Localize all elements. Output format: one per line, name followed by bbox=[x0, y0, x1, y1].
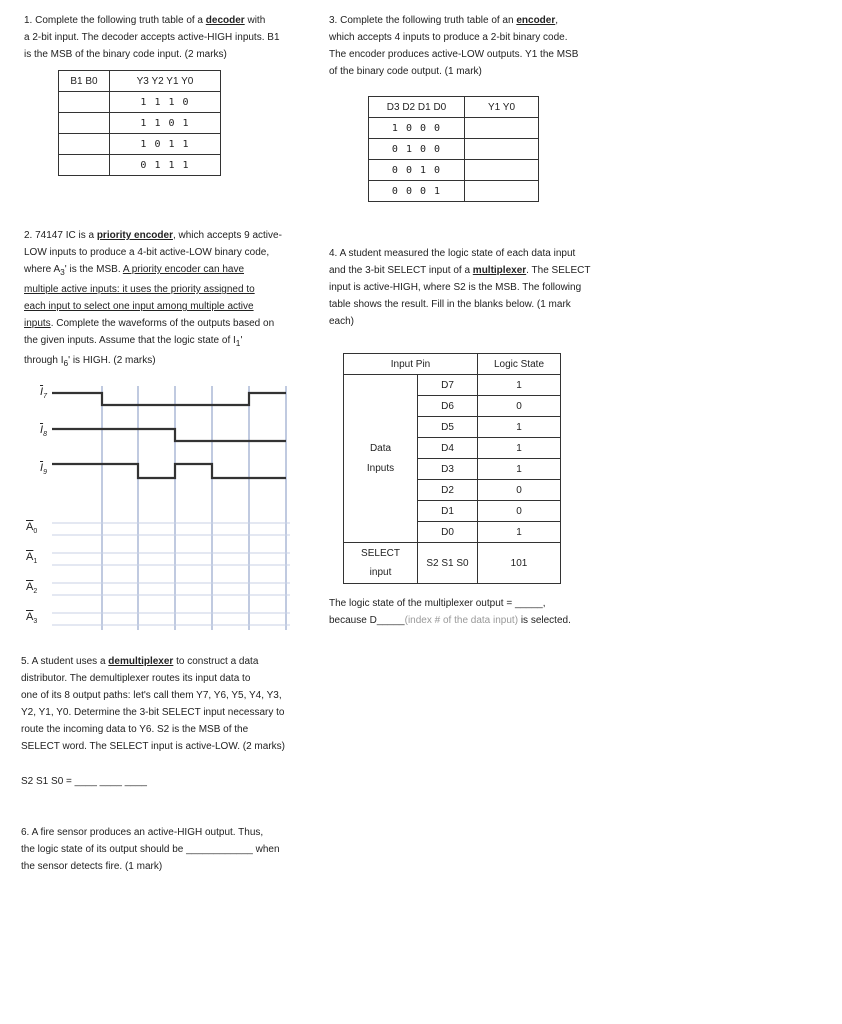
label-a0-sub: 0 bbox=[33, 528, 38, 536]
q6-answer-line[interactable]: the logic state of its output should be ____________ when bbox=[21, 844, 280, 855]
label-i7-name: $\overline{I}$ bbox=[40, 386, 44, 398]
q2-l5u: each input to select one input among multiple active bbox=[24, 301, 254, 312]
q4-group1a: Data bbox=[369, 442, 392, 454]
multiplexer-table bbox=[343, 353, 561, 584]
label-a3-name: $\overline{A}$ bbox=[26, 611, 34, 623]
waveform-diagram bbox=[18, 380, 298, 632]
q4-answer-line1[interactable]: The logic state of the multiplexer output = _____, bbox=[329, 598, 546, 609]
q3-line1b: , bbox=[555, 15, 559, 26]
label-i8-name: $\overline{I}$ bbox=[40, 424, 44, 436]
q1-output-cell: 0 1 1 1 bbox=[110, 155, 221, 176]
q2-l3b: ' is the MSB. bbox=[64, 264, 123, 275]
q4-header-state: Logic State bbox=[478, 354, 561, 375]
q4-state: 1 bbox=[478, 459, 561, 480]
q4-state: 1 bbox=[478, 417, 561, 438]
q6-l1: 6. A fire sensor produces an active-HIGH output. Thus, bbox=[21, 827, 264, 838]
q3-answer-cell[interactable] bbox=[465, 160, 539, 181]
q4-header-pin: Input Pin bbox=[344, 354, 478, 375]
q3-answer-cell[interactable] bbox=[465, 181, 539, 202]
q4-pin: D4 bbox=[418, 438, 478, 459]
q2-l6u: inputs bbox=[24, 318, 51, 329]
q4-l1: 4. A student measured the logic state of each data input bbox=[329, 248, 576, 259]
q1-line1: 1. Complete the following truth table of a bbox=[24, 15, 206, 26]
label-a0 bbox=[26, 521, 37, 535]
q2-l3u: A priority encoder can have bbox=[122, 264, 245, 275]
q4-pin: D5 bbox=[418, 417, 478, 438]
label-i9-name: $\overline{I}$ bbox=[40, 462, 44, 474]
label-a1-name: $\overline{A}$ bbox=[26, 551, 34, 563]
q4-select-group bbox=[344, 543, 418, 584]
q1-line1b: with bbox=[244, 15, 266, 26]
waveform-i7 bbox=[52, 393, 286, 405]
q6-l3: the sensor detects fire. (1 mark) bbox=[21, 861, 163, 872]
question-5-text bbox=[21, 653, 287, 755]
label-i9-sub: 9 bbox=[43, 469, 47, 477]
q5-l1a: 5. A student uses a bbox=[21, 656, 109, 667]
q3-input-cell: 0 0 0 1 bbox=[369, 181, 465, 202]
q2-l8sub: 6 bbox=[63, 358, 69, 368]
q1-header-input: B1 B0 bbox=[59, 71, 110, 92]
q4-state: 1 bbox=[478, 438, 561, 459]
q1-answer-cell[interactable] bbox=[59, 155, 110, 176]
q4-group1b: Inputs bbox=[366, 462, 395, 474]
q4-ans2gray: (index # of the data input) bbox=[404, 615, 519, 626]
q4-group2b: input bbox=[369, 567, 392, 578]
label-i9 bbox=[40, 462, 47, 476]
q4-l5: each) bbox=[329, 316, 355, 327]
q4-index-blank[interactable]: _____ bbox=[376, 615, 405, 626]
q2-l4u: multiple active inputs: it uses the priority assigned to bbox=[24, 284, 255, 295]
label-a3-sub: 3 bbox=[33, 618, 38, 626]
q3-line4: of the binary code output. (1 mark) bbox=[329, 66, 482, 77]
question-6-text bbox=[21, 824, 287, 875]
label-a1-sub: 1 bbox=[33, 558, 38, 566]
q1-header-output: Y3 Y2 Y1 Y0 bbox=[110, 71, 221, 92]
q1-answer-cell[interactable] bbox=[59, 134, 110, 155]
q5-answer[interactable]: S2 S1 S0 = ____ ____ ____ bbox=[21, 776, 147, 787]
q4-ans2b: is selected. bbox=[518, 615, 571, 626]
q4-pin: D1 bbox=[418, 501, 478, 522]
q3-answer-cell[interactable] bbox=[465, 139, 539, 160]
q2-l6b: . Complete the waveforms of the outputs based on bbox=[50, 318, 275, 329]
q1-output-cell: 1 1 0 1 bbox=[110, 113, 221, 134]
q1-line3: is the MSB of the binary code input. (2 marks) bbox=[24, 49, 227, 60]
q5-l3: one of its 8 output paths: let's call them Y7, Y6, Y5, Y4, Y3, bbox=[21, 690, 282, 701]
q5-l5: route the incoming data to Y6. S2 is the MSB of the bbox=[21, 724, 249, 735]
label-a2-sub: 2 bbox=[33, 588, 38, 596]
label-a1 bbox=[26, 551, 37, 565]
q3-input-cell: 1 0 0 0 bbox=[369, 118, 465, 139]
q2-l7a: the given inputs. Assume that the logic state of I bbox=[24, 335, 236, 346]
q5-l2: distributor. The demultiplexer routes its input data to bbox=[21, 673, 251, 684]
label-i7 bbox=[40, 386, 47, 400]
label-a3 bbox=[26, 611, 37, 625]
q2-l3a: where A bbox=[24, 264, 61, 275]
label-i8-sub: 8 bbox=[43, 431, 47, 439]
q4-l3: input is active-HIGH, where S2 is the MSB. The following bbox=[329, 282, 582, 293]
label-a0-name: $\overline{A}$ bbox=[26, 521, 34, 533]
q3-header-input: D3 D2 D1 D0 bbox=[369, 97, 465, 118]
q4-keyword: multiplexer bbox=[472, 265, 527, 276]
q4-state: 0 bbox=[478, 501, 561, 522]
q3-input-cell: 0 1 0 0 bbox=[369, 139, 465, 160]
q2-l8a: through I bbox=[24, 355, 64, 366]
q2-l8b: ' is HIGH. (2 marks) bbox=[68, 355, 156, 366]
q4-pin: D0 bbox=[418, 522, 478, 543]
q4-state: 0 bbox=[478, 480, 561, 501]
waveform-grid bbox=[102, 386, 286, 630]
q2-l1a: 2. 74147 IC is a bbox=[24, 230, 97, 241]
q3-header-output: Y1 Y0 bbox=[465, 97, 539, 118]
label-a2 bbox=[26, 581, 37, 595]
q1-output-cell: 1 0 1 1 bbox=[110, 134, 221, 155]
q5-keyword: demultiplexer bbox=[108, 656, 174, 667]
q4-state: 1 bbox=[478, 375, 561, 396]
waveform-i8 bbox=[52, 429, 286, 441]
q1-output-cell: 1 1 1 0 bbox=[110, 92, 221, 113]
waveform-i9 bbox=[52, 464, 286, 478]
question-3-text bbox=[329, 12, 599, 80]
q3-answer-cell[interactable] bbox=[465, 118, 539, 139]
q4-select-state: 101 bbox=[478, 543, 561, 584]
q4-state: 0 bbox=[478, 396, 561, 417]
q4-state: 1 bbox=[478, 522, 561, 543]
label-a2-name: $\overline{A}$ bbox=[26, 581, 34, 593]
label-i7-sub: 7 bbox=[43, 393, 47, 401]
decoder-truth-table bbox=[58, 70, 221, 176]
q4-l2b: . The SELECT bbox=[526, 265, 591, 276]
encoder-truth-table bbox=[368, 96, 539, 202]
q2-l7b: ' bbox=[240, 335, 243, 346]
q3-line2: which accepts 4 inputs to produce a 2-bit binary code. bbox=[329, 32, 568, 43]
q2-l7sub: 1 bbox=[235, 338, 241, 348]
q3-line3: The encoder produces active-LOW outputs. Y1 the MSB bbox=[329, 49, 579, 60]
q1-answer-cell[interactable] bbox=[59, 92, 110, 113]
q2-l2: LOW inputs to produce a 4-bit active-LOW binary code, bbox=[24, 247, 270, 258]
q3-line1: 3. Complete the following truth table of an bbox=[329, 15, 517, 26]
q4-data-group bbox=[344, 375, 418, 543]
q3-input-cell: 0 0 1 0 bbox=[369, 160, 465, 181]
q4-pin: D3 bbox=[418, 459, 478, 480]
output-guides bbox=[52, 523, 290, 625]
q1-keyword: decoder bbox=[205, 15, 245, 26]
question-1-text bbox=[24, 12, 294, 63]
question-2-text bbox=[24, 227, 290, 372]
q4-ans2a: because D bbox=[329, 615, 377, 626]
q2-keyword: priority encoder bbox=[96, 230, 173, 241]
q2-l1b: , which accepts 9 active- bbox=[172, 230, 282, 241]
label-i8 bbox=[40, 424, 47, 438]
question-4-text bbox=[329, 245, 597, 330]
q5-l6: SELECT word. The SELECT input is active-LOW. (2 marks) bbox=[21, 741, 285, 752]
q4-group2a: SELECT bbox=[361, 548, 400, 559]
q3-keyword: encoder bbox=[516, 15, 556, 26]
q5-l4: Y2, Y1, Y0. Determine the 3-bit SELECT input necessary to bbox=[21, 707, 285, 718]
q4-pin: D6 bbox=[418, 396, 478, 417]
q1-line2: a 2-bit input. The decoder accepts active-HIGH inputs. B1 bbox=[24, 32, 280, 43]
q4-answer-text bbox=[329, 595, 597, 629]
q5-l1b: to construct a data bbox=[173, 656, 259, 667]
q4-select-pin: S2 S1 S0 bbox=[418, 543, 478, 584]
q4-pin: D7 bbox=[418, 375, 478, 396]
q4-pin: D2 bbox=[418, 480, 478, 501]
q4-l4: table shows the result. Fill in the blanks below. (1 mark bbox=[329, 299, 571, 310]
q4-l2: and the 3-bit SELECT input of a bbox=[329, 265, 473, 276]
q1-answer-cell[interactable] bbox=[59, 113, 110, 134]
q2-l3sub: 3 bbox=[60, 267, 65, 277]
